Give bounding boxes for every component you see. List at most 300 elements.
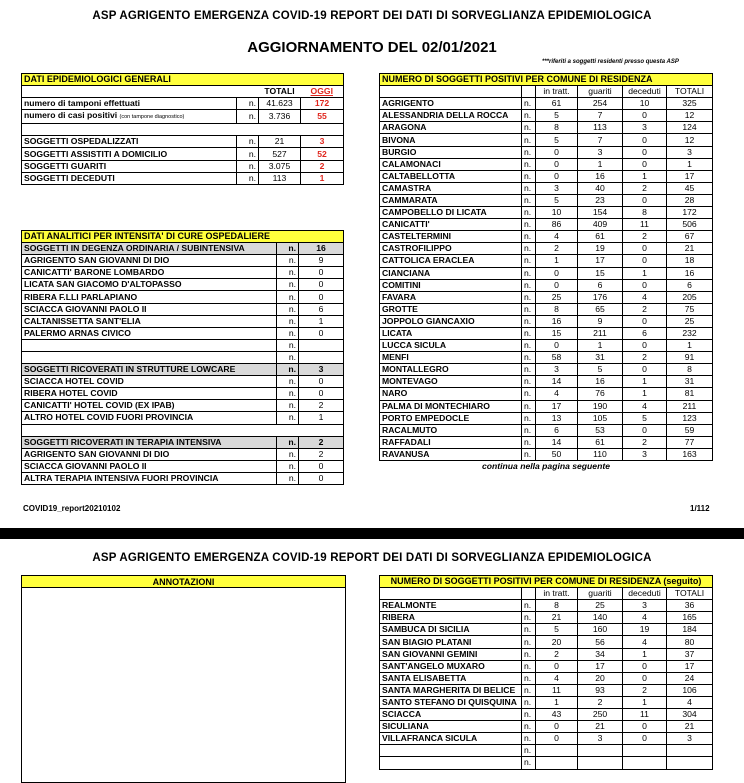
comune-name: GROTTE <box>380 303 522 315</box>
comune-deceduti: 0 <box>623 364 667 376</box>
col-totali: TOTALI <box>259 86 301 98</box>
analytic-value: 0 <box>299 291 344 303</box>
analytic-value: 0 <box>299 279 344 291</box>
comune-totali: 21 <box>667 243 713 255</box>
comune-deceduti: 4 <box>623 400 667 412</box>
comune-row <box>380 376 713 388</box>
comune-row <box>380 146 713 158</box>
comune-row <box>380 255 713 267</box>
comune-row <box>380 352 713 364</box>
comune-n: n. <box>522 757 536 769</box>
comune-in-tratt: 10 <box>536 207 578 219</box>
comune-totali: 6 <box>667 279 713 291</box>
comune-in-tratt: 5 <box>536 194 578 206</box>
general-today: 52 <box>301 148 344 160</box>
comune-deceduti: 0 <box>623 315 667 327</box>
comune-totali: 28 <box>667 194 713 206</box>
comune-name: CANICATTI' <box>380 219 522 231</box>
analytic-n: n. <box>277 327 299 339</box>
comune-n: n. <box>522 327 536 339</box>
footer-right: 1/112 <box>690 504 710 513</box>
general-label: SOGGETTI OSPEDALIZZATI <box>22 136 237 148</box>
comune-n: n. <box>522 364 536 376</box>
comune-guariti: 7 <box>578 110 623 122</box>
analytic-title: DATI ANALITICI PER INTENSITA' DI CURE OSPEDALIERE <box>22 231 344 243</box>
comune-totali: 45 <box>667 182 713 194</box>
comune-name: LICATA <box>380 327 522 339</box>
comune-n: n. <box>522 303 536 315</box>
comune-in-tratt: 6 <box>536 424 578 436</box>
analytic-value: 16 <box>299 243 344 255</box>
comune-totali: 81 <box>667 388 713 400</box>
comune-totali: 67 <box>667 231 713 243</box>
comune-row <box>380 612 713 624</box>
comune-n: n. <box>522 267 536 279</box>
comune-row <box>380 745 713 757</box>
comune-n: n. <box>522 170 536 182</box>
comune-in-tratt: 4 <box>536 231 578 243</box>
comune-totali: 77 <box>667 436 713 448</box>
comune-guariti: 250 <box>578 709 623 721</box>
comune-guariti: 56 <box>578 636 623 648</box>
comune-row <box>380 207 713 219</box>
comune-in-tratt: 5 <box>536 134 578 146</box>
comune-guariti: 40 <box>578 182 623 194</box>
comune-name: SANT'ANGELO MUXARO <box>380 660 522 672</box>
comune-in-tratt: 14 <box>536 376 578 388</box>
comune-name: PORTO EMPEDOCLE <box>380 412 522 424</box>
comune-name: CALAMONACI <box>380 158 522 170</box>
comune-n: n. <box>522 243 536 255</box>
comune-deceduti: 1 <box>623 376 667 388</box>
general-label: numero di casi positivi (con tampone diagnostico) <box>22 110 237 124</box>
general-row <box>22 110 344 124</box>
comune-deceduti: 2 <box>623 303 667 315</box>
comune-guariti: 1 <box>578 158 623 170</box>
analytic-table <box>21 230 344 485</box>
comune-deceduti: 1 <box>623 696 667 708</box>
page1-update-title: AGGIORNAMENTO DEL 02/01/2021 <box>247 39 497 56</box>
comune-guariti: 9 <box>578 315 623 327</box>
comune-row <box>380 231 713 243</box>
comune-name: CASTELTERMINI <box>380 231 522 243</box>
comune-deceduti: 0 <box>623 672 667 684</box>
comune-guariti: 61 <box>578 231 623 243</box>
comune-in-tratt: 8 <box>536 303 578 315</box>
comune-name: SANTA MARGHERITA DI BELICE <box>380 684 522 696</box>
comune-n: n. <box>522 255 536 267</box>
comune-in-tratt: 8 <box>536 122 578 134</box>
analytic-value: 3 <box>299 364 344 376</box>
comune-name: MENFI <box>380 352 522 364</box>
comune-totali: 3 <box>667 146 713 158</box>
analytic-row <box>22 436 344 448</box>
col2-in-tratt: in tratt. <box>536 588 578 600</box>
analytic-row <box>22 255 344 267</box>
comune-in-tratt: 86 <box>536 219 578 231</box>
comune-totali: 1 <box>667 340 713 352</box>
general-n: n. <box>237 160 259 172</box>
comune-totali: 59 <box>667 424 713 436</box>
general-row <box>22 172 344 184</box>
comune-guariti: 16 <box>578 376 623 388</box>
comune-row <box>380 182 713 194</box>
comune-n: n. <box>522 376 536 388</box>
analytic-n: n. <box>277 364 299 376</box>
comune-totali: 12 <box>667 110 713 122</box>
comune-in-tratt: 8 <box>536 600 578 612</box>
comune-deceduti: 2 <box>623 231 667 243</box>
comune-in-tratt: 0 <box>536 660 578 672</box>
comune-row <box>380 340 713 352</box>
comune-row <box>380 315 713 327</box>
comune-in-tratt: 11 <box>536 684 578 696</box>
comune-in-tratt: 13 <box>536 412 578 424</box>
analytic-label: SOGGETTI RICOVERATI IN STRUTTURE LOWCARE <box>22 364 277 376</box>
general-today: 2 <box>301 160 344 172</box>
general-n: n. <box>237 148 259 160</box>
comune-row <box>380 696 713 708</box>
comune-n: n. <box>522 146 536 158</box>
comune-guariti: 93 <box>578 684 623 696</box>
comune-guariti: 31 <box>578 352 623 364</box>
comune-in-tratt: 25 <box>536 291 578 303</box>
comune-guariti: 409 <box>578 219 623 231</box>
analytic-n: n. <box>277 303 299 315</box>
analytic-n: n. <box>277 291 299 303</box>
comune-guariti: 7 <box>578 134 623 146</box>
general-today: 172 <box>301 98 344 110</box>
analytic-n: n. <box>277 315 299 327</box>
analytic-n: n. <box>277 267 299 279</box>
comune-deceduti: 3 <box>623 448 667 460</box>
comune-name: CALTABELLOTTA <box>380 170 522 182</box>
general-n: n. <box>237 172 259 184</box>
comune-deceduti: 0 <box>623 194 667 206</box>
comune-in-tratt: 4 <box>536 672 578 684</box>
comune-name: MONTALLEGRO <box>380 364 522 376</box>
comune-in-tratt: 61 <box>536 98 578 110</box>
comune-n: n. <box>522 412 536 424</box>
comune-row <box>380 648 713 660</box>
comune-name: ARAGONA <box>380 122 522 134</box>
comune-deceduti: 3 <box>623 600 667 612</box>
comune-guariti <box>578 745 623 757</box>
comune-in-tratt: 0 <box>536 170 578 182</box>
comune-n: n. <box>522 194 536 206</box>
general-today: 3 <box>301 136 344 148</box>
general-today: 55 <box>301 110 344 124</box>
comune-row <box>380 388 713 400</box>
general-n: n. <box>237 98 259 110</box>
analytic-label: RIBERA HOTEL COVID <box>22 388 277 400</box>
comune-totali: 211 <box>667 400 713 412</box>
analytic-label: SCIACCA HOTEL COVID <box>22 376 277 388</box>
comune-in-tratt: 0 <box>536 279 578 291</box>
annotazioni-box <box>21 575 346 783</box>
analytic-value <box>299 424 344 436</box>
general-total: 3.736 <box>259 110 301 124</box>
general-total: 527 <box>259 148 301 160</box>
analytic-n: n. <box>277 412 299 424</box>
comune-in-tratt: 50 <box>536 448 578 460</box>
comune-in-tratt: 4 <box>536 388 578 400</box>
comune-totali: 8 <box>667 364 713 376</box>
general-row <box>22 148 344 160</box>
comune-row <box>380 327 713 339</box>
col-deceduti: deceduti <box>623 86 667 98</box>
comune-deceduti: 0 <box>623 158 667 170</box>
analytic-row <box>22 412 344 424</box>
comune-in-tratt: 0 <box>536 733 578 745</box>
comune-totali: 4 <box>667 696 713 708</box>
page1-note: ***riferiti a soggetti residenti presso questa ASP <box>542 59 679 65</box>
comune-n: n. <box>522 340 536 352</box>
comune-name: AGRIGENTO <box>380 98 522 110</box>
comune-row <box>380 684 713 696</box>
comune-n: n. <box>522 388 536 400</box>
comune-deceduti: 2 <box>623 684 667 696</box>
comune-deceduti: 3 <box>623 122 667 134</box>
comune-row <box>380 424 713 436</box>
comune-totali: 325 <box>667 98 713 110</box>
comune-in-tratt: 58 <box>536 352 578 364</box>
analytic-value: 0 <box>299 388 344 400</box>
comune-name: CIANCIANA <box>380 267 522 279</box>
comune-in-tratt: 20 <box>536 636 578 648</box>
comune-guariti: 3 <box>578 146 623 158</box>
comune-totali: 24 <box>667 672 713 684</box>
comune-in-tratt: 43 <box>536 709 578 721</box>
comune-guariti: 21 <box>578 721 623 733</box>
comune-in-tratt: 0 <box>536 146 578 158</box>
comune-guariti: 5 <box>578 364 623 376</box>
analytic-n: n. <box>277 279 299 291</box>
comune-n: n. <box>522 291 536 303</box>
comune-guariti: 3 <box>578 733 623 745</box>
general-label: SOGGETTI GUARITI <box>22 160 237 172</box>
comune-totali: 1 <box>667 158 713 170</box>
analytic-row <box>22 424 344 436</box>
analytic-n <box>277 424 299 436</box>
analytic-n: n. <box>277 339 299 351</box>
comune-in-tratt: 0 <box>536 340 578 352</box>
comune-n: n. <box>522 636 536 648</box>
comune-deceduti <box>623 757 667 769</box>
general-total: 41.623 <box>259 98 301 110</box>
general-sublabel: (con tampone diagnostico) <box>119 114 185 121</box>
comune-n: n. <box>522 315 536 327</box>
comune-deceduti: 6 <box>623 327 667 339</box>
general-total: 21 <box>259 136 301 148</box>
comune-in-tratt: 2 <box>536 648 578 660</box>
col-totali: TOTALI <box>667 86 713 98</box>
comune-row <box>380 98 713 110</box>
comune-n: n. <box>522 448 536 460</box>
comune-row <box>380 303 713 315</box>
comune-row <box>380 291 713 303</box>
general-row <box>22 160 344 172</box>
col2-guariti: guariti <box>578 588 623 600</box>
analytic-value: 9 <box>299 255 344 267</box>
comune-row <box>380 219 713 231</box>
comune-row <box>380 721 713 733</box>
analytic-label: SOGGETTI RICOVERATI IN TERAPIA INTENSIVA <box>22 436 277 448</box>
analytic-n: n. <box>277 351 299 363</box>
comune-guariti: 254 <box>578 98 623 110</box>
comune-guariti: 20 <box>578 672 623 684</box>
comune-deceduti: 1 <box>623 388 667 400</box>
comune-n: n. <box>522 624 536 636</box>
analytic-row <box>22 291 344 303</box>
comune-in-tratt: 5 <box>536 110 578 122</box>
analytic-label: RIBERA F.LLI PARLAPIANO <box>22 291 277 303</box>
comune-n: n. <box>522 660 536 672</box>
analytic-n: n. <box>277 376 299 388</box>
comune-n: n. <box>522 400 536 412</box>
comune-deceduti: 1 <box>623 648 667 660</box>
comune-deceduti: 2 <box>623 352 667 364</box>
comune-deceduti: 10 <box>623 98 667 110</box>
comune-deceduti: 0 <box>623 733 667 745</box>
general-title: DATI EPIDEMIOLOGICI GENERALI <box>22 74 344 86</box>
comune-guariti: 16 <box>578 170 623 182</box>
comune-n: n. <box>522 279 536 291</box>
comune-guariti: 211 <box>578 327 623 339</box>
comune-totali: 172 <box>667 207 713 219</box>
comune-name: SAN BIAGIO PLATANI <box>380 636 522 648</box>
analytic-label: ALTRO HOTEL COVID FUORI PROVINCIA <box>22 412 277 424</box>
general-label: numero di tamponi effettuati <box>22 98 237 110</box>
comune-deceduti: 0 <box>623 134 667 146</box>
analytic-row <box>22 448 344 460</box>
analytic-label <box>22 351 277 363</box>
comune-totali: 163 <box>667 448 713 460</box>
comune-row <box>380 448 713 460</box>
comune-n: n. <box>522 436 536 448</box>
comune-guariti: 160 <box>578 624 623 636</box>
comune-deceduti: 0 <box>623 424 667 436</box>
page1-header: ASP AGRIGENTO EMERGENZA COVID-19 REPORT DEI DATI DI SORVEGLIANZA EPIDEMIOLOGICA <box>92 10 652 22</box>
comune-name: CASTROFILIPPO <box>380 243 522 255</box>
analytic-row <box>22 472 344 484</box>
comune-in-tratt: 14 <box>536 436 578 448</box>
comune-name: LUCCA SICULA <box>380 340 522 352</box>
comune-n: n. <box>522 612 536 624</box>
comune-n: n. <box>522 231 536 243</box>
comune-guariti: 6 <box>578 279 623 291</box>
general-row <box>22 136 344 148</box>
comune-totali: 91 <box>667 352 713 364</box>
comune-name: PALMA DI MONTECHIARO <box>380 400 522 412</box>
comune-row <box>380 170 713 182</box>
comune-totali: 304 <box>667 709 713 721</box>
page2-header: ASP AGRIGENTO EMERGENZA COVID-19 REPORT DEI DATI DI SORVEGLIANZA EPIDEMIOLOGICA <box>92 552 652 564</box>
comune-row <box>380 194 713 206</box>
comune-name: SANTO STEFANO DI QUISQUINA <box>380 696 522 708</box>
comune-totali: 25 <box>667 315 713 327</box>
analytic-value: 0 <box>299 460 344 472</box>
analytic-n: n. <box>277 400 299 412</box>
continua-note: continua nella pagina seguente <box>482 461 610 472</box>
comune-row <box>380 600 713 612</box>
comune-deceduti: 4 <box>623 636 667 648</box>
comune-name: VILLAFRANCA SICULA <box>380 733 522 745</box>
comune-totali: 37 <box>667 648 713 660</box>
comune-n: n. <box>522 684 536 696</box>
comune-in-tratt: 1 <box>536 696 578 708</box>
comune-in-tratt: 17 <box>536 400 578 412</box>
comune-n: n. <box>522 122 536 134</box>
comune-name: ALESSANDRIA DELLA ROCCA <box>380 110 522 122</box>
comuni-title: NUMERO DI SOGGETTI POSITIVI PER COMUNE DI RESIDENZA <box>380 74 713 86</box>
comune-in-tratt: 0 <box>536 158 578 170</box>
comune-totali <box>667 745 713 757</box>
comune-guariti: 176 <box>578 291 623 303</box>
comune-deceduti: 11 <box>623 219 667 231</box>
analytic-label <box>22 339 277 351</box>
annotazioni-title: ANNOTAZIONI <box>22 576 345 588</box>
analytic-label: SOGGETTI IN DEGENZA ORDINARIA / SUBINTENSIVA <box>22 243 277 255</box>
comune-n: n. <box>522 424 536 436</box>
comune-totali: 106 <box>667 684 713 696</box>
analytic-n: n. <box>277 472 299 484</box>
comune-name <box>380 757 522 769</box>
comune-totali: 205 <box>667 291 713 303</box>
comune-totali: 184 <box>667 624 713 636</box>
comune-deceduti: 0 <box>623 243 667 255</box>
comune-guariti: 140 <box>578 612 623 624</box>
comune-totali: 165 <box>667 612 713 624</box>
general-label: SOGGETTI ASSISTITI A DOMICILIO <box>22 148 237 160</box>
comune-totali: 232 <box>667 327 713 339</box>
general-total: 3.075 <box>259 160 301 172</box>
comune-totali: 17 <box>667 660 713 672</box>
comune-in-tratt: 15 <box>536 327 578 339</box>
comune-row <box>380 267 713 279</box>
comune-name: CAMASTRA <box>380 182 522 194</box>
comune-deceduti: 2 <box>623 436 667 448</box>
analytic-value: 0 <box>299 376 344 388</box>
comune-totali: 75 <box>667 303 713 315</box>
analytic-row <box>22 303 344 315</box>
comune-row <box>380 757 713 769</box>
comune-guariti: 154 <box>578 207 623 219</box>
comune-n: n. <box>522 672 536 684</box>
comune-n: n. <box>522 98 536 110</box>
comuni-table <box>379 73 713 473</box>
analytic-value: 2 <box>299 400 344 412</box>
comune-totali: 12 <box>667 134 713 146</box>
comune-guariti: 17 <box>578 255 623 267</box>
comune-in-tratt: 2 <box>536 243 578 255</box>
comune-guariti: 2 <box>578 696 623 708</box>
analytic-label: LICATA SAN GIACOMO D'ALTOPASSO <box>22 279 277 291</box>
comune-guariti: 65 <box>578 303 623 315</box>
comuni2-title: NUMERO DI SOGGETTI POSITIVI PER COMUNE DI RESIDENZA (seguito) <box>380 576 713 588</box>
general-n: n. <box>237 136 259 148</box>
general-table <box>21 73 344 185</box>
comune-row <box>380 412 713 424</box>
col-guariti: guariti <box>578 86 623 98</box>
comune-deceduti <box>623 745 667 757</box>
comune-deceduti: 1 <box>623 170 667 182</box>
analytic-label: SCIACCA GIOVANNI PAOLO II <box>22 303 277 315</box>
comune-row <box>380 660 713 672</box>
analytic-n: n. <box>277 436 299 448</box>
comune-n: n. <box>522 219 536 231</box>
analytic-row <box>22 351 344 363</box>
